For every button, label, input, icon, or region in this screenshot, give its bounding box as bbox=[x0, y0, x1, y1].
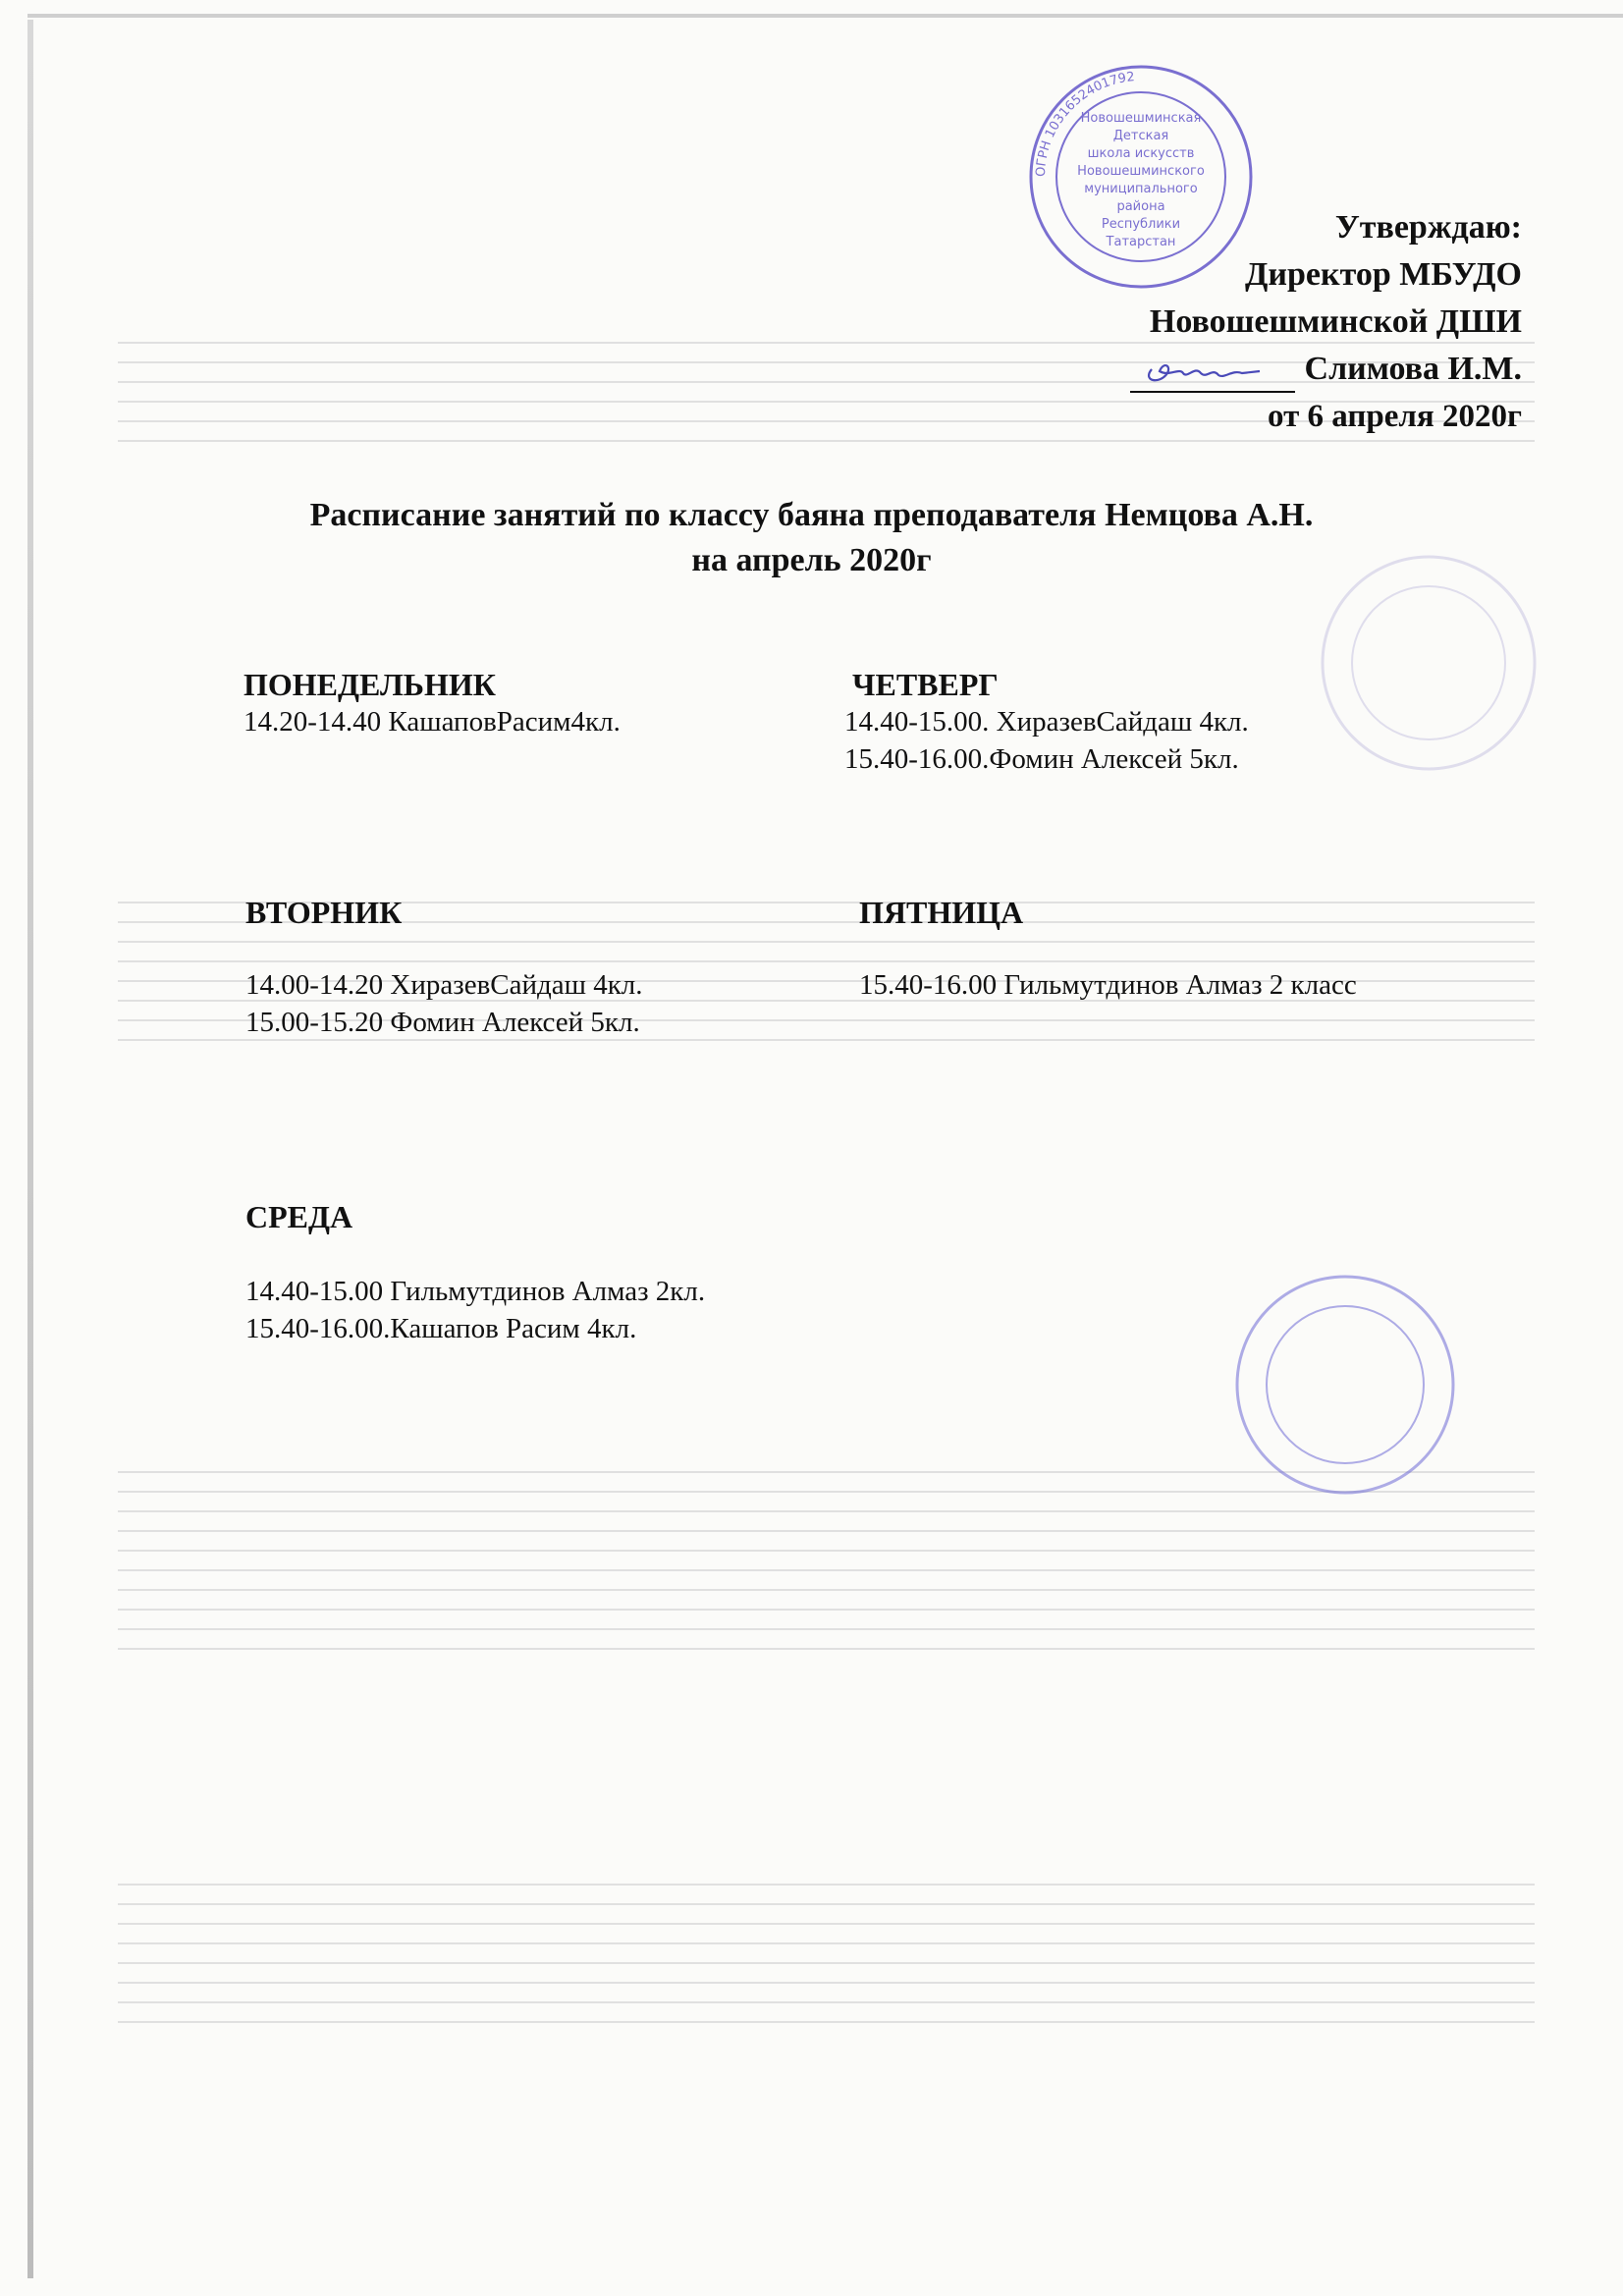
stamp-ring-text: ОГРН 1031652401792 bbox=[1033, 70, 1136, 178]
lesson-entry: 15.00-15.20 Фомин Алексей 5кл. bbox=[245, 1007, 640, 1038]
signature-line bbox=[1130, 355, 1295, 393]
approval-block bbox=[1130, 204, 1522, 440]
day-name: ВТОРНИК bbox=[245, 895, 403, 930]
day-name: ПЯТНИЦА bbox=[859, 895, 1024, 930]
bleed-through-lines bbox=[118, 1866, 1535, 2023]
day-thursday bbox=[844, 666, 1249, 778]
stamp-text: Детская bbox=[1112, 129, 1169, 143]
lesson-entry: 15.40-16.00.Кашапов Расим 4кл. bbox=[245, 1313, 637, 1344]
day-name: ПОНЕДЕЛЬНИК bbox=[243, 667, 496, 702]
lesson-entry: 14.40-15.00. ХиразевСайдаш 4кл. bbox=[844, 706, 1249, 738]
approval-signer: Слимова И.М. bbox=[1304, 351, 1522, 387]
title-line: Расписание занятий по классу баяна преподавателя Немцова А.Н. bbox=[309, 497, 1314, 533]
approval-organization: Новошешминской ДШИ bbox=[1149, 303, 1522, 340]
title-subline: на апрель 2020г bbox=[691, 542, 932, 578]
approval-title: Утверждаю: bbox=[1334, 209, 1522, 246]
faint-stamp-ghost bbox=[1217, 1267, 1473, 1503]
day-name: СРЕДА bbox=[245, 1199, 353, 1234]
schedule-title bbox=[0, 493, 1623, 583]
lesson-entry: 15.40-16.00 Гильмутдинов Алмаз 2 класс bbox=[859, 969, 1357, 1001]
faint-stamp-ghost bbox=[1316, 550, 1542, 776]
stamp-text: муниципального bbox=[1084, 182, 1198, 196]
day-friday bbox=[859, 894, 1357, 1004]
approval-position: Директор МБУДО bbox=[1245, 256, 1522, 293]
approval-date: от 6 апреля 2020г bbox=[1268, 399, 1522, 434]
approval-signer-line bbox=[1130, 346, 1522, 393]
stamp-text: Республики bbox=[1101, 217, 1181, 232]
signature-icon bbox=[1140, 352, 1268, 391]
day-name: ЧЕТВЕРГ bbox=[852, 667, 999, 702]
lesson-entry: 14.00-14.20 ХиразевСайдаш 4кл. bbox=[245, 969, 643, 1001]
stamp-text: школа искусств bbox=[1087, 146, 1195, 161]
stamp-text: Новошешминского bbox=[1077, 164, 1205, 179]
day-wednesday bbox=[245, 1198, 705, 1347]
stamp-text: Татарстан bbox=[1106, 235, 1176, 249]
day-tuesday bbox=[245, 894, 643, 1041]
stamp-text: Новошешминская bbox=[1080, 111, 1202, 126]
lesson-entry: 14.40-15.00 Гильмутдинов Алмаз 2кл. bbox=[245, 1276, 706, 1307]
lesson-entry: 15.40-16.00.Фомин Алексей 5кл. bbox=[844, 743, 1239, 775]
stamp-text: района bbox=[1116, 199, 1165, 214]
lesson-entry: 14.20-14.40 КашаповРасим4кл. bbox=[243, 706, 621, 738]
day-monday bbox=[243, 666, 621, 740]
